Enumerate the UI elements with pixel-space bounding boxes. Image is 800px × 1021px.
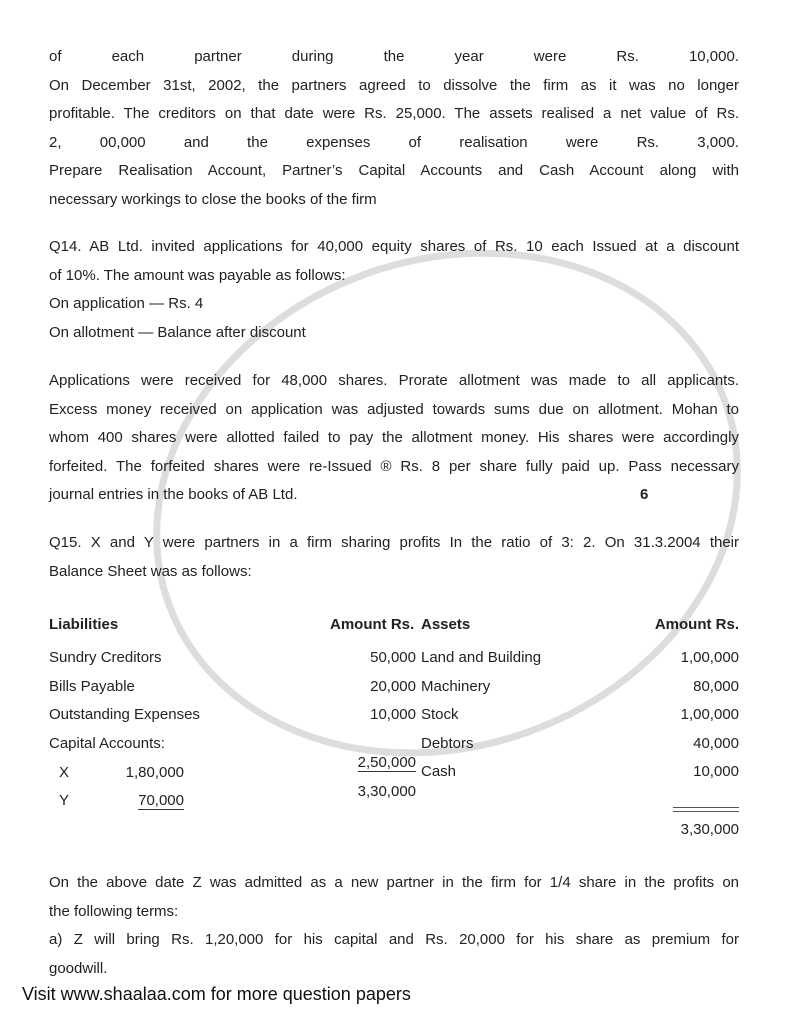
header-amount-2: Amount Rs. [654, 616, 739, 633]
text-line: whom 400 shares were allotted failed to pay the allotment money. His shares were accordingly [49, 429, 739, 446]
liability-amount: 20,000 [370, 677, 416, 695]
text-line: forfeited. The forfeited shares were re-Issued ® Rs. 8 per share fully paid up. Pass necessary [49, 457, 739, 475]
asset-name: Land and Building [421, 649, 542, 666]
capital-accounts-label: Capital Accounts: [49, 735, 165, 752]
text-line: necessary workings to close the books of the firm [49, 190, 377, 208]
text-line: On allotment — Balance after discount [49, 323, 306, 341]
footer-link[interactable]: Visit www.shaalaa.com for more question papers [22, 984, 411, 1004]
capital-y-name: Y [59, 792, 70, 809]
assets-total: 3,30,000 [680, 821, 739, 838]
text-line: Applications were received for 48,000 shares. Prorate allotment was made to all applicants. [49, 372, 739, 389]
text-line: 2, 00,000 and the expenses of realisation were Rs. 3,000. [49, 133, 739, 151]
liability-amount: 10,000 [370, 706, 416, 724]
capital-total: 2,50,000 [357, 754, 416, 771]
capital-y-amount: 70,000 [138, 792, 184, 809]
text-line: of 10%. The amount was payable as follows: [49, 266, 346, 284]
text-line: Q14. AB Ltd. invited applications for 40,000 equity shares of Rs. 10 each Issued at a discount [49, 238, 739, 255]
text-line: Prepare Realisation Account, Partner’s Capital Accounts and Cash Account along with [49, 162, 739, 179]
liabilities-total: 3,30,000 [357, 783, 416, 800]
asset-amount: 10,000 [693, 763, 739, 781]
liability-name: Bills Payable [49, 677, 135, 695]
asset-amount: 80,000 [693, 677, 739, 695]
text-line: On the above date Z was admitted as a new partner in the firm for 1/4 share in the profits on [49, 874, 739, 891]
asset-amount: 40,000 [693, 734, 739, 752]
asset-amount: 1,00,000 [680, 649, 739, 666]
asset-name: Stock [421, 706, 459, 724]
liability-amount: 50,000 [370, 649, 416, 666]
capital-x-name: X [59, 764, 70, 781]
asset-name: Machinery [421, 677, 491, 695]
asset-amount: 1,00,000 [680, 706, 739, 724]
header-amount-1: Amount Rs. [330, 616, 415, 633]
text-line: profitable. The creditors on that date were Rs. 25,000. The assets realised a net value of Rs. [49, 105, 739, 122]
asset-name: Cash [421, 763, 457, 781]
double-rule [673, 807, 739, 812]
text-line: goodwill. [49, 959, 108, 977]
capital-x-amount: 1,80,000 [125, 764, 184, 781]
text-line: Q15. X and Y were partners in a firm sharing profits In the ratio of 3: 2. On 31.3.2004 their [49, 534, 739, 551]
text-line: of each partner during the year were Rs. 10,000. [49, 48, 739, 65]
marks-label: 6 [640, 486, 649, 503]
text-line: On December 31st, 2002, the partners agreed to dissolve the firm as it was no longer [49, 76, 739, 94]
text-line: journal entries in the books of AB Ltd. [49, 486, 298, 503]
asset-name: Debtors [421, 734, 474, 752]
text-line: Excess money received on application was adjusted towards sums due on allotment. Mohan to [49, 400, 739, 418]
liability-name: Sundry Creditors [49, 649, 162, 666]
text-line: On application — Rs. 4 [49, 295, 204, 313]
liability-name: Outstanding Expenses [49, 706, 200, 724]
header-assets: Assets [421, 616, 471, 633]
text-line: a) Z will bring Rs. 1,20,000 for his capital and Rs. 20,000 for his share as premium for [49, 931, 739, 949]
text-line: Balance Sheet was as follows: [49, 562, 252, 580]
header-liabilities: Liabilities [49, 616, 119, 633]
text-line: the following terms: [49, 902, 179, 920]
